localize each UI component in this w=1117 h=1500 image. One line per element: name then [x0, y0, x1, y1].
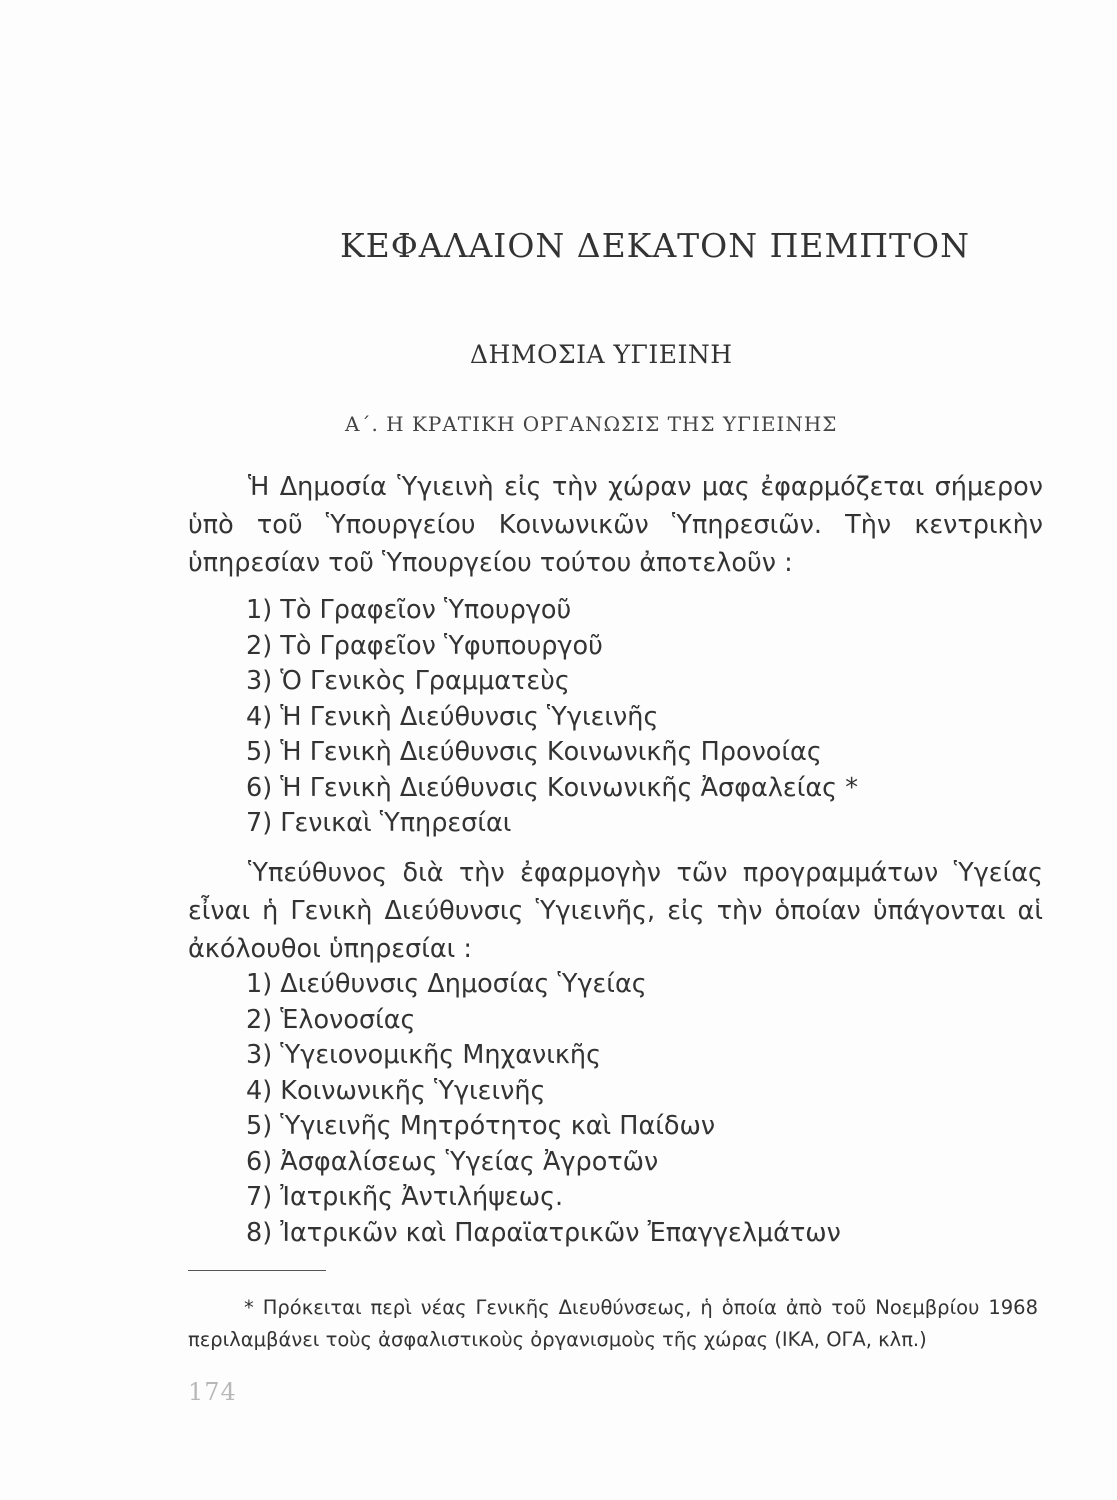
- section-title: ΔΗΜΟΣΙΑ ΥΓΙΕΙΝΗ: [470, 340, 733, 369]
- list-item: 2) Ἑλονοσίας: [246, 1004, 416, 1035]
- list-item: 1) Τὸ Γραφεῖον Ὑπουργοῦ: [246, 595, 572, 625]
- subsection-title: Α΄. Η ΚΡΑΤΙΚΗ ΟΡΓΑΝΩΣΙΣ ΤΗΣ ΥΓΙΕΙΝΗΣ: [345, 412, 838, 436]
- chapter-title: ΚΕΦΑΛΑΙΟΝ ΔΕΚΑΤΟΝ ΠΕΜΠΤΟΝ: [340, 226, 970, 265]
- intro-paragraph-text: Ἡ Δημοσία Ὑγιεινὴ εἰς τὴν χώραν μας ἐφαρμόζεται σήμερον ὑπὸ τοῦ Ὑπουργείου Κοινωνικῶν Ὑπηρεσιῶν. Τὴν κεντρικὴν ὑπηρεσίαν τοῦ Ὑπουργείου τούτου ἀποτελοῦν :: [188, 472, 1043, 578]
- hygiene-services-list: [246, 967, 841, 1251]
- list-item: 2) Τὸ Γραφεῖον Ὑφυπουργοῦ: [246, 630, 603, 661]
- responsibility-paragraph-text: Ὑπεύθυνος διὰ τὴν ἐφαρμογὴν τῶν προγραμμάτων Ὑγείας εἶναι ἡ Γενικὴ Διεύθυνσις Ὑγιεινῆς, εἰς τὴν ὁποίαν ὑπάγονται αἱ ἀκόλουθοι ὑπηρεσίαι :: [188, 858, 1043, 964]
- list-item: 5) Ὑγιεινῆς Μητρότητος καὶ Παίδων: [246, 1111, 716, 1141]
- list-item: 3) Ὑγειονομικῆς Μηχανικῆς: [246, 1040, 602, 1070]
- list-item: 8) Ἰατρικῶν καὶ Παραϊατρικῶν Ἐπαγγελμάτων: [246, 1217, 841, 1248]
- list-item: 7) Ἰατρικῆς Ἀντιλήψεως.: [246, 1182, 564, 1212]
- footnote-text: * Πρόκειται περὶ νέας Γενικῆς Διευθύνσεως, ἡ ὁποία ἀπὸ τοῦ Νοεμβρίου 1968 περιλαμβάνει τοὺς ἀσφαλιστικοὺς ὀργανισμοὺς τῆς χώρας (ΙΚΑ, ΟΓΑ, κλπ.): [188, 1296, 1038, 1351]
- list-item: 4) Κοινωνικῆς Ὑγιεινῆς: [246, 1075, 546, 1106]
- footnote: [188, 1292, 1038, 1356]
- ministry-services-list: [246, 593, 858, 842]
- footnote-divider: [188, 1270, 326, 1271]
- list-item: 7) Γενικαὶ Ὑπηρεσίαι: [246, 808, 512, 838]
- list-item: 3) Ὁ Γενικὸς Γραμματεὺς: [246, 666, 570, 696]
- intro-paragraph: [188, 468, 1043, 582]
- responsibility-paragraph: [188, 854, 1043, 968]
- list-item: 6) Ἀσφαλίσεως Ὑγείας Ἀγροτῶν: [246, 1146, 659, 1177]
- list-item: 1) Διεύθυνσις Δημοσίας Ὑγείας: [246, 969, 647, 999]
- list-item: 6) Ἡ Γενικὴ Διεύθυνσις Κοινωνικῆς Ἀσφαλείας *: [246, 772, 858, 803]
- list-item: 5) Ἡ Γενικὴ Διεύθυνσις Κοινωνικῆς Προνοίας: [246, 737, 822, 767]
- page-number: 174: [188, 1378, 237, 1406]
- list-item: 4) Ἡ Γενικὴ Διεύθυνσις Ὑγιεινῆς: [246, 701, 659, 732]
